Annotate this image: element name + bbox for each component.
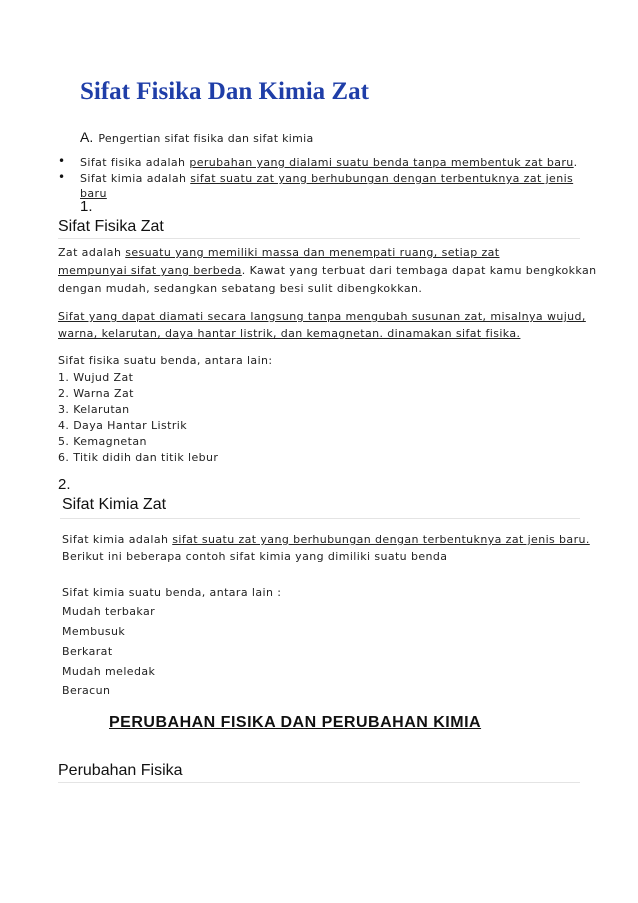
page-title: Sifat Fisika Dan Kimia Zat [80, 78, 369, 105]
para2-line1[interactable]: Sifat yang dapat diamati secara langsung tanpa mengubah susunan zat, misalnya wujud, [58, 310, 586, 323]
section-heading-perubahan-fisika: Perubahan Fisika [58, 762, 183, 779]
bullet-dot: • [58, 170, 66, 184]
section-heading-sifat-fisika: Sifat Fisika Zat [58, 218, 164, 235]
para1-line3: dengan mudah, sedangkan sebatang besi sulit dibengkokkan. [58, 282, 423, 295]
link[interactable]: mempunyai sifat yang berbeda [58, 264, 242, 277]
list-item: Membusuk [62, 625, 126, 638]
intro-letter: A. [80, 129, 94, 145]
divider [58, 238, 580, 239]
para1-line2 [58, 264, 596, 277]
bullet-link[interactable]: perubahan yang dialami suatu benda tanpa membentuk zat baru [189, 156, 574, 169]
bullet-link[interactable]: sifat suatu zat yang berhubungan dengan terbentuknya zat jenis [190, 172, 574, 185]
bullet-dot: • [58, 154, 66, 168]
section-heading-sifat-kimia: Sifat Kimia Zat [62, 496, 167, 513]
bullet-link-cont[interactable]: baru [80, 187, 107, 200]
bullet-text: . [573, 156, 578, 169]
bullet-item-1 [80, 156, 578, 169]
divider [60, 518, 580, 519]
list-item: Berkarat [62, 645, 113, 658]
link[interactable]: sesuatu yang memiliki massa dan menempati ruang, setiap zat [125, 246, 500, 259]
bullet-text: Sifat fisika adalah [80, 156, 190, 169]
list-item: 4. Daya Hantar Listrik [58, 419, 187, 432]
link[interactable]: sifat suatu zat yang berhubungan dengan terbentuknya zat jenis baru. [172, 533, 590, 546]
para1-line1 [58, 246, 500, 259]
divider [58, 782, 580, 783]
list-item: 5. Kemagnetan [58, 435, 147, 448]
text: Zat adalah [58, 246, 126, 259]
kimia-examples: Berikut ini beberapa contoh sifat kimia yang dimiliki suatu benda [62, 550, 448, 563]
kimia-definition [62, 533, 590, 546]
number-1: 1. [80, 198, 93, 215]
big-heading: PERUBAHAN FISIKA DAN PERUBAHAN KIMIA [109, 714, 482, 731]
list-item: 6. Titik didih dan titik lebur [58, 451, 219, 464]
list-item: 3. Kelarutan [58, 403, 130, 416]
text: . Kawat yang terbuat dari tembaga dapat kamu bengkokkan [241, 264, 597, 277]
list-item: Mudah terbakar [62, 605, 156, 618]
list-item: 1. Wujud Zat [58, 371, 134, 384]
intro-text: Pengertian sifat fisika dan sifat kimia [98, 132, 314, 145]
number-2: 2. [58, 476, 71, 493]
bullet-text: Sifat kimia adalah [80, 172, 191, 185]
intro-line [80, 127, 314, 146]
para2-line2[interactable]: warna, kelarutan, daya hantar listrik, dan kemagnetan. dinamakan sifat fisika. [58, 327, 521, 340]
list-item: Beracun [62, 684, 111, 697]
bullet-item-2 [80, 172, 573, 185]
text: Sifat kimia adalah [62, 533, 173, 546]
kimia-list-intro: Sifat kimia suatu benda, antara lain : [62, 586, 282, 599]
list-item: 2. Warna Zat [58, 387, 134, 400]
list-item: Mudah meledak [62, 665, 156, 678]
list-intro: Sifat fisika suatu benda, antara lain: [58, 354, 273, 367]
